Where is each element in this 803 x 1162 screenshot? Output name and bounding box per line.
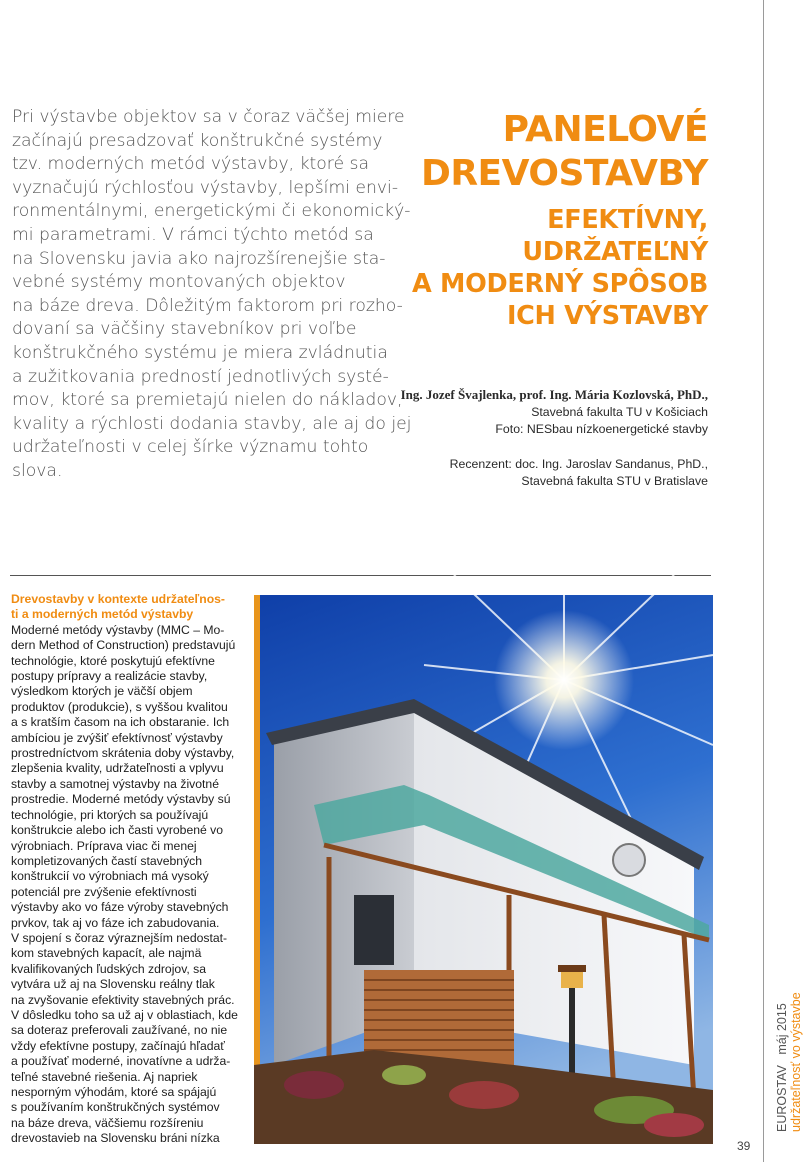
body-line: drevostavieb na Slovensku bráni nízka [11,1131,220,1146]
intro-line: slova. [12,460,63,481]
body-line: teľné stavebné riešenia. Aj napriek [11,1069,198,1084]
intro-line: udržateľnosti v celej šírke významu tohto [12,437,369,458]
sidebar-issue-label [775,992,803,1132]
body-line: technológie, ktoré poskytujú efektívne [11,653,215,668]
subtitle-line: ICH VÝSTAVBY [506,301,708,331]
body-line: prvkov, tak aj vo fáze ich zabudovania. [11,915,220,930]
intro-line: tzv. moderných metód výstavby, ktoré sa [12,154,370,175]
body-line: s používaním konštrukčných systémov [11,1100,220,1115]
body-line: konštrukcie alebo ich časti vyrobené vo [11,823,224,838]
intro-line: ronmentálnymi, energetickými či ekonomický- [12,201,411,222]
article-title [412,108,708,196]
body-line: Moderné metódy výstavby (MMC – Mo- [11,622,225,637]
body-line: kom stavebných kapacít, ale najmä [11,946,202,961]
intro-line: začínajú presadzovať konštrukčné systémy [12,130,383,151]
body-line: V spojení s čoraz výraznejším nedostat- [11,930,228,945]
article-subtitle [412,204,708,332]
credits-spacer [401,439,708,456]
authors: Ing. Jozef Švajlenka, prof. Ing. Mária Kozlovská, PhD., [400,387,708,402]
magazine-issue [775,992,789,1132]
body-column [11,592,247,1147]
wooden-fence [364,970,514,1065]
body-line: na báze dreva, väčšiemu rozšíreniu [11,1115,204,1130]
satellite-dish [613,844,645,876]
body-line: sa doteraz preferovali zaužívané, no nie [11,1023,228,1038]
body-line: potenciál pre zvýšenie efektívnosti [11,884,197,899]
intro-line: kvality a rýchlosti dodania stavby, ale aj do jej [12,413,412,434]
body-line: kvalifikovaných ľudských zdrojov, sa [11,961,207,976]
sun [494,610,634,750]
intro-line: a zužitkovania predností jednotlivých systé- [12,366,389,387]
section-divider [10,575,711,576]
body-line: výsledkom ktorých je väčší objem [11,684,193,699]
intro-line: na Slovensku javia ako najrozšírenejšie sta- [12,248,386,269]
intro-line: mi parametrami. V rámci týchto metód sa [12,224,374,245]
body-line: prostredie. Moderné metódy výstavby sú [11,792,231,807]
body-line: dern Method of Construction) predstavujú [11,638,236,653]
intro-line: na báze dreva. Dôležitým faktorom pri rozho- [12,295,403,316]
body-line: výrobniach. Príprava viac či menej [11,838,197,853]
author-affiliation: Stavebná fakulta TU v Košiciach [531,404,708,419]
body-line: V dôsledku toho sa už aj v oblastiach, kde [11,1007,238,1022]
section-heading: Drevostavby v kontexte udržateľnos- [11,592,225,606]
intro-paragraph [12,106,412,484]
window [354,895,394,965]
body-line: a používať moderné, inovatívne a udrža- [11,1054,231,1069]
reviewer: Recenzent: doc. Ing. Jaroslav Sandanus, PhD., [449,456,708,471]
body-line: a s kratším časom na ich obstaranie. Ich [11,715,230,730]
body-line: ambíciou je zvýšiť efektívnosť výstavby [11,730,223,745]
house-photo [254,595,713,1144]
page-number: 39 [737,1139,751,1153]
section-name: udržateľnosť vo výstavbe [789,992,803,1132]
subtitle-line: UDRŽATEĽNÝ [522,237,708,267]
section-heading: ti a moderných metód výstavby [11,607,194,622]
body-line: postupy prípravy a realizácie stavby, [11,669,208,684]
body-line: prostredníctvom skrátenia doby výstavby, [11,746,235,761]
body-line: kompletizovaných častí stavebných [11,853,203,868]
intro-line: vyznačujú rýchlosťou výstavby, lepšími envi- [12,177,399,198]
body-line: na zvyšovanie efektivity stavebných prác. [11,992,235,1007]
issue-date: máj 2015 [775,1003,789,1055]
body-line: zlepšenia kvality, udržateľnosti a vplyvu [11,761,224,776]
right-margin-rule [763,0,764,1162]
intro-line: vebné systémy montovaných objektov [12,272,346,293]
reviewer-affiliation: Stavebná fakulta STU v Bratislave [521,474,708,488]
subtitle-line: EFEKTÍVNY, [547,205,708,235]
intro-line: konštrukčného systému je miera zvládnutia [12,342,388,363]
title-line: DREVOSTAVBY [420,153,708,194]
magazine-name: EUROSTAV [775,1065,789,1132]
photo-credit: Foto: NESbau nízkoenergetické stavby [495,422,708,436]
body-line: nesporným výhodám, ktoré sa spájajú [11,1085,217,1099]
orange-edge [254,595,260,1144]
body-line: stavby a samotnej výstavby na životné [11,776,219,791]
intro-line: Pri výstavbe objektov sa v čoraz väčšej miere [12,107,405,127]
article-title-block [412,108,708,332]
body-line: vytvára už aj na Slovensku reálny tlak [11,977,215,992]
body-line: vždy efektívne postupy, začínajú hľadať [11,1038,225,1053]
title-line: PANELOVÉ [502,109,708,150]
intro-line: dovaní sa väčšiny stavebníkov pri voľbe [12,319,357,340]
body-line: produktov (produkcie), s vyššou kvalitou [11,699,228,714]
body-line: technológie, pri ktorých sa používajú [11,807,209,822]
subtitle-line: A MODERNÝ SPÔSOB [412,269,708,299]
intro-line: mov, ktoré sa premietajú nielen do nákladov, [12,390,403,411]
body-line: konštrukcií vo výrobniach má vysoký [11,869,209,884]
article-credits [401,386,708,491]
body-line: výstavby ako vo fáze výroby stavebných [11,900,229,915]
